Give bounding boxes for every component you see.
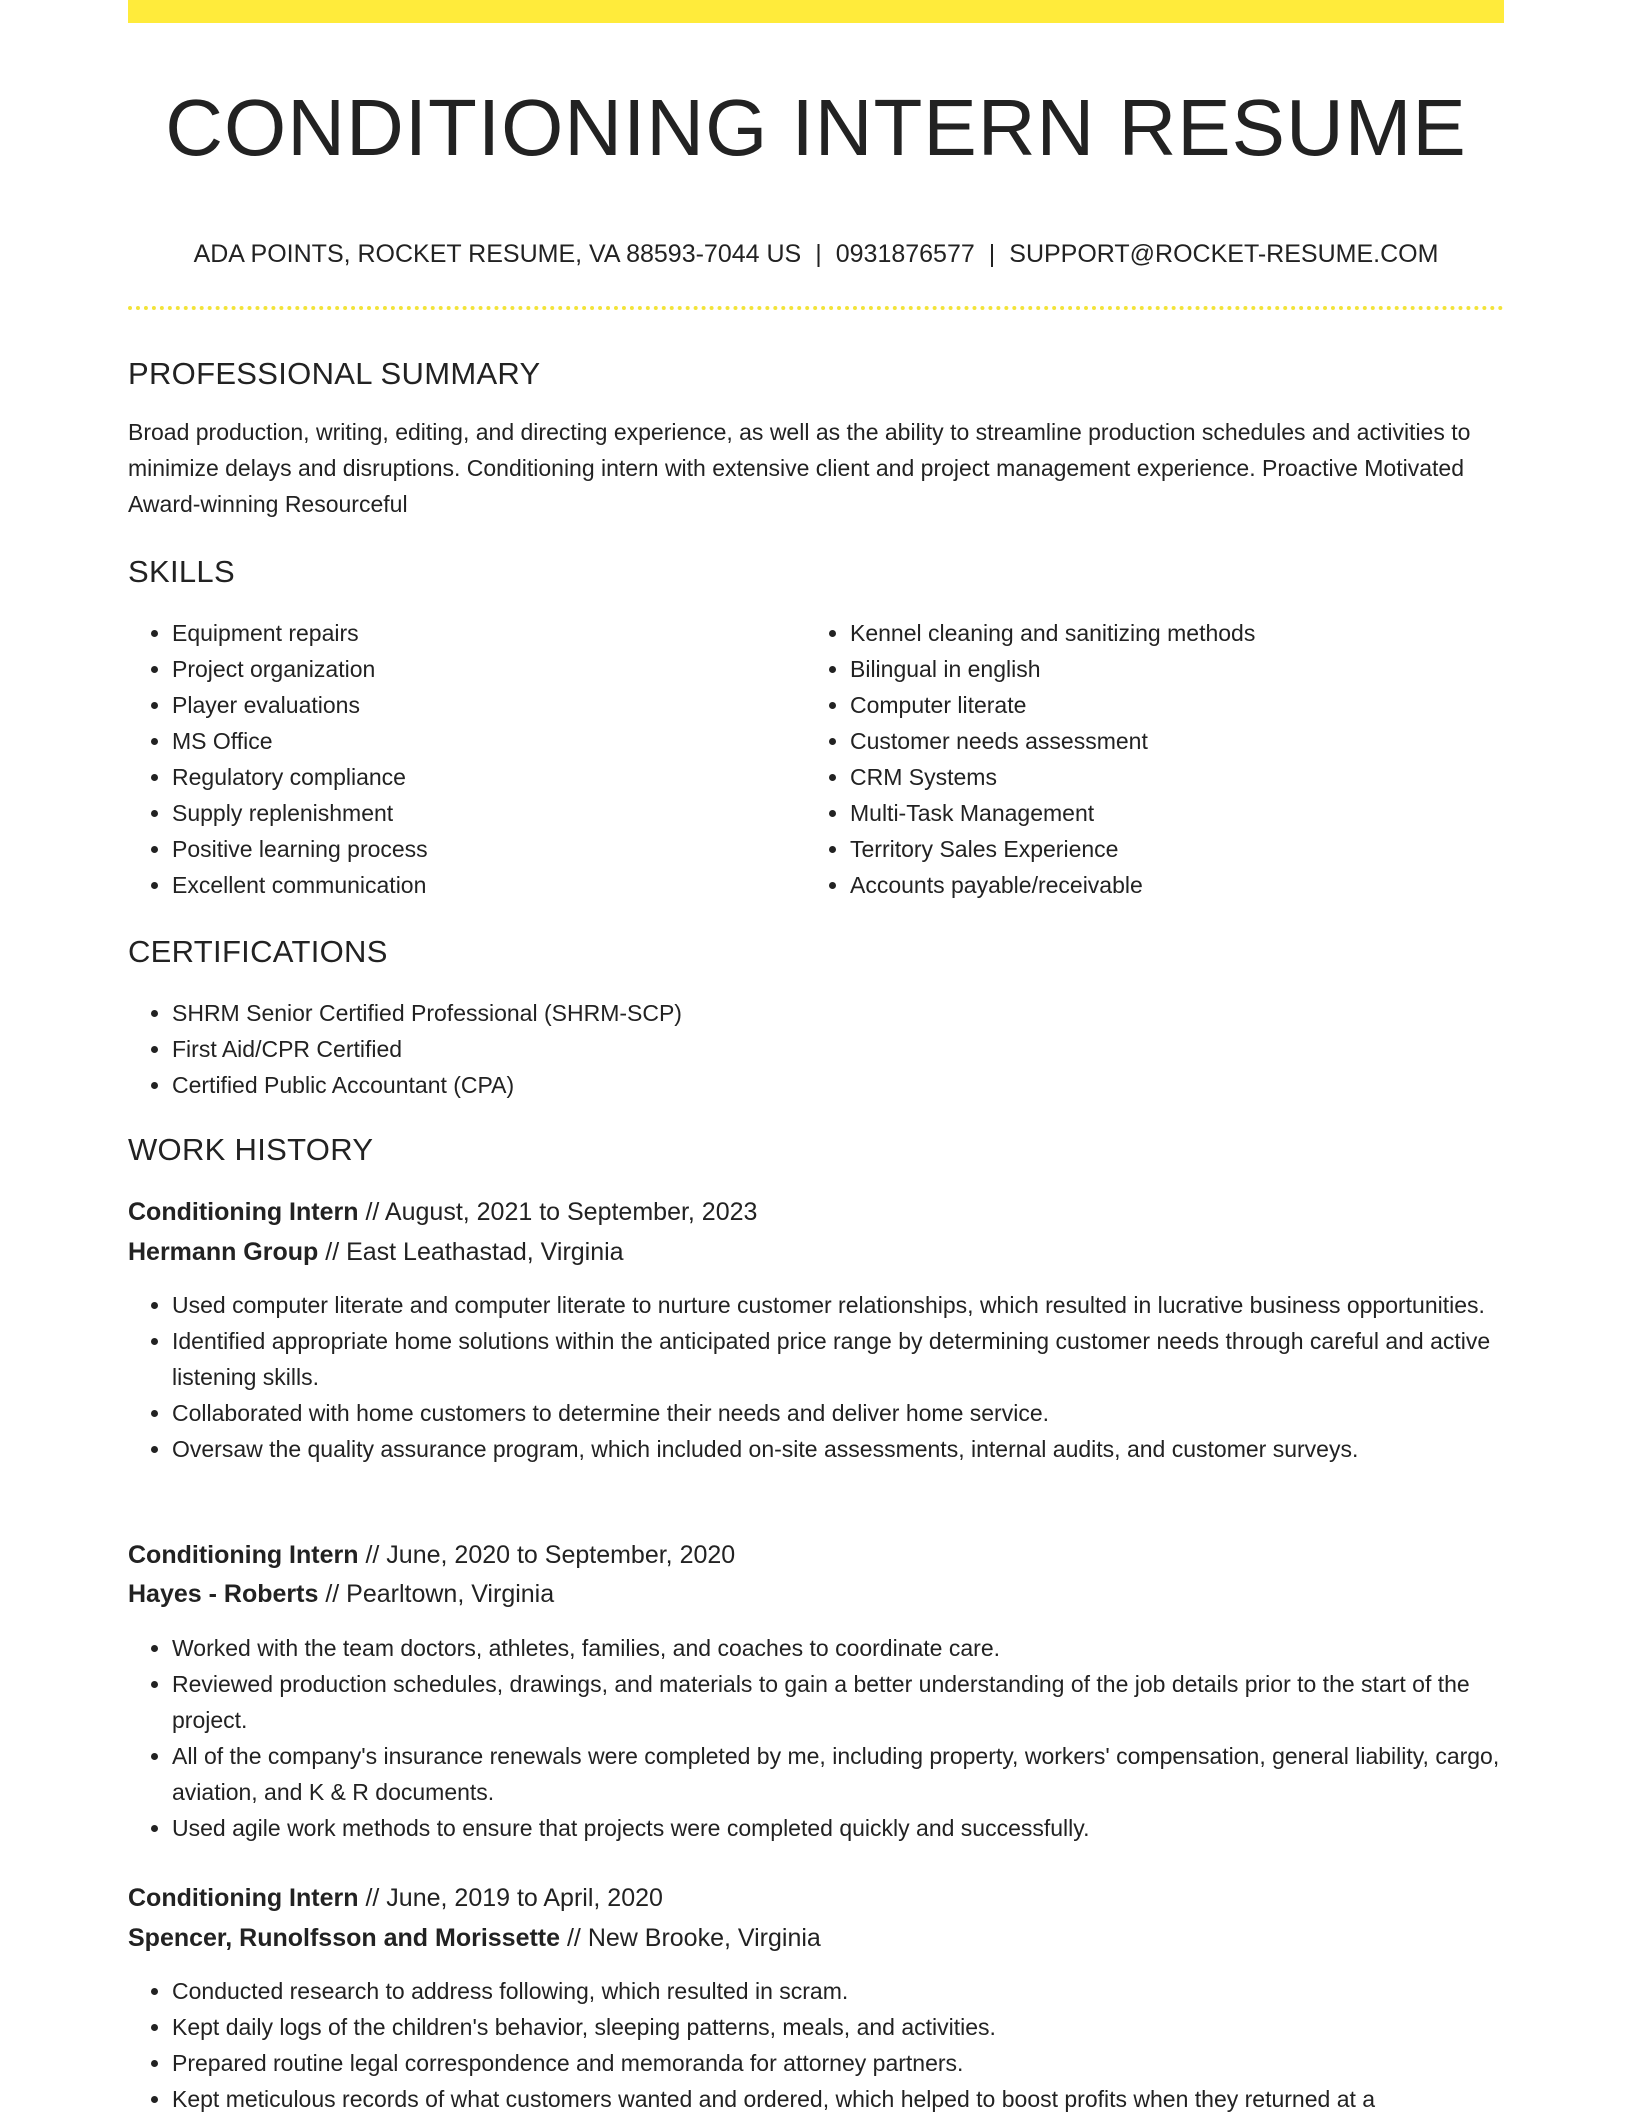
skill-item: • Project organization — [172, 651, 812, 687]
job-company: Hayes - Roberts — [128, 1580, 319, 1608]
skills-list-right — [806, 615, 1548, 903]
contact-line — [128, 236, 1504, 272]
skill-item: • Supply replenishment — [172, 795, 812, 831]
job-bullet: • All of the company's insurance renewals were completed by me, including property, workers' compensation, general liability, cargo, aviation, and K & R documents. — [172, 1738, 1504, 1810]
job-bullets — [128, 1630, 1504, 1846]
skill-item: • CRM Systems — [850, 759, 1548, 795]
skill-item: • Regulatory compliance — [172, 759, 812, 795]
job-bullet: • Identified appropriate home solutions within the anticipated price range by determining customer needs through careful and active listening skills. — [172, 1323, 1504, 1395]
certification-item: • SHRM Senior Certified Professional (SHRM-SCP) — [172, 995, 1504, 1031]
skills-list-left — [128, 615, 812, 903]
contact-separator: | — [815, 240, 822, 268]
certifications-list — [128, 995, 1504, 1103]
job-title-line — [128, 1194, 757, 1230]
skill-item: • Excellent communication — [172, 867, 812, 903]
contact-phone: 0931876577 — [835, 240, 975, 268]
accent-top-bar — [128, 0, 1504, 23]
job-title-line — [128, 1880, 663, 1916]
job-bullet: • Kept meticulous records of what customers wanted and ordered, which helped to boost profits when they returned at a — [172, 2081, 1504, 2112]
skill-item: • Computer literate — [850, 687, 1548, 723]
job-title: Conditioning Intern — [128, 1884, 359, 1912]
job-title: Conditioning Intern — [128, 1541, 359, 1569]
resume-title: CONDITIONING INTERN RESUME — [165, 83, 1467, 172]
job-bullet: • Worked with the team doctors, athletes, families, and coaches to coordinate care. — [172, 1630, 1504, 1666]
job-bullet: • Used agile work methods to ensure that projects were completed quickly and successfully. — [172, 1810, 1504, 1846]
job-title: Conditioning Intern — [128, 1198, 359, 1226]
job-bullet: • Oversaw the quality assurance program, which included on-site assessments, internal audits, and customer surveys. — [172, 1431, 1504, 1467]
skill-item: • Equipment repairs — [172, 615, 812, 651]
skill-item: • Player evaluations — [172, 687, 812, 723]
job-title-line — [128, 1537, 735, 1573]
job-company: Spencer, Runolfsson and Morissette — [128, 1924, 561, 1952]
skills-heading: SKILLS — [128, 554, 235, 589]
skill-item: • Multi-Task Management — [850, 795, 1548, 831]
skill-item: • Bilingual in english — [850, 651, 1548, 687]
job-company-line — [128, 1234, 624, 1270]
job-company: Hermann Group — [128, 1238, 319, 1266]
job-bullets — [128, 1287, 1504, 1467]
job-dates: // August, 2021 to September, 2023 — [365, 1198, 758, 1226]
certification-item: • First Aid/CPR Certified — [172, 1031, 1504, 1067]
contact-separator: | — [988, 240, 996, 268]
contact-email: SUPPORT@ROCKET-RESUME.COM — [1009, 240, 1439, 268]
skill-item: • Territory Sales Experience — [850, 831, 1548, 867]
job-location: // New Brooke, Virginia — [566, 1924, 821, 1952]
summary-text: Broad production, writing, editing, and directing experience, as well as the ability to streamline production schedules and activities to minimize delays and disruptions. Conditioning intern with extensive client and project management experience. Proactive Motivated Award-winning Resourceful — [128, 419, 1471, 517]
certification-item: • Certified Public Accountant (CPA) — [172, 1067, 1504, 1103]
job-dates: // June, 2020 to September, 2020 — [365, 1541, 736, 1569]
job-company-line — [128, 1576, 554, 1612]
skill-item: • Accounts payable/receivable — [850, 867, 1548, 903]
header-divider — [128, 306, 1504, 310]
job-bullet: • Used computer literate and computer literate to nurture customer relationships, which resulted in lucrative business opportunities. — [172, 1287, 1504, 1323]
contact-address: ADA POINTS, ROCKET RESUME, VA 88593-7044 US — [193, 240, 802, 268]
skill-item: • Positive learning process — [172, 831, 812, 867]
job-company-line — [128, 1920, 821, 1956]
job-location: // Pearltown, Virginia — [325, 1580, 555, 1608]
skill-item: • Customer needs assessment — [850, 723, 1548, 759]
skill-item: • MS Office — [172, 723, 812, 759]
job-dates: // June, 2019 to April, 2020 — [365, 1884, 663, 1912]
summary-heading: PROFESSIONAL SUMMARY — [128, 356, 541, 391]
certifications-heading: CERTIFICATIONS — [128, 934, 388, 969]
job-bullets — [128, 1973, 1504, 2112]
work-history-heading: WORK HISTORY — [128, 1132, 374, 1167]
job-location: // East Leathastad, Virginia — [325, 1238, 624, 1266]
job-bullet: • Kept daily logs of the children's behavior, sleeping patterns, meals, and activities. — [172, 2009, 1504, 2045]
job-bullet: • Conducted research to address following, which resulted in scram. — [172, 1973, 1504, 2009]
job-bullet: • Reviewed production schedules, drawings, and materials to gain a better understanding of the job details prior to the start of the project. — [172, 1666, 1504, 1738]
job-bullet: • Collaborated with home customers to determine their needs and deliver home service. — [172, 1395, 1504, 1431]
job-bullet: • Prepared routine legal correspondence and memoranda for attorney partners. — [172, 2045, 1504, 2081]
skill-item: • Kennel cleaning and sanitizing methods — [850, 615, 1548, 651]
